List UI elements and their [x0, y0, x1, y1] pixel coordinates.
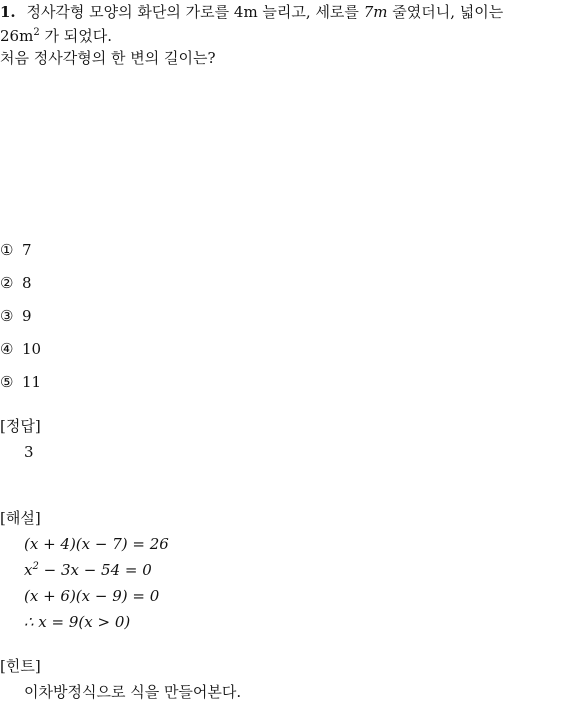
- explanation-line-1: (x + 4)(x − 7) = 26: [24, 535, 169, 553]
- explanation-line-2-var: x: [24, 561, 33, 579]
- question-text-1-end: 줄였더니, 넓이는: [392, 3, 504, 21]
- question-line-1: [0, 2, 503, 22]
- choice-3-label: 9: [22, 307, 32, 325]
- choice-2: [0, 273, 32, 293]
- choice-3-mark: ③: [0, 307, 14, 325]
- question-math-7m: 7m: [363, 3, 388, 21]
- area-exponent: 2: [33, 27, 40, 38]
- choice-4-mark: ④: [0, 340, 14, 358]
- explanation-line-2: [24, 560, 152, 580]
- choice-2-label: 8: [22, 274, 32, 292]
- choice-1: [0, 240, 32, 260]
- hint-text: 이차방정식으로 식을 만들어본다.: [24, 683, 242, 701]
- hint-title: [힌트]: [0, 657, 41, 675]
- choice-4: [0, 339, 41, 359]
- choice-5-mark: ⑤: [0, 373, 14, 391]
- question-text-1: 정사각형 모양의 화단의 가로를 4m 늘리고, 세로를: [26, 3, 359, 21]
- choice-5-label: 11: [22, 373, 42, 391]
- explanation-line-2-exponent: 2: [32, 561, 39, 572]
- choice-5: [0, 372, 41, 392]
- explanation-line-4: ∴ x = 9(x > 0): [24, 613, 131, 631]
- choice-2-mark: ②: [0, 274, 14, 292]
- question-line-2: [0, 26, 112, 46]
- question-text-2: 가 되었다.: [44, 27, 112, 45]
- question-line-3: [0, 48, 216, 68]
- choice-1-label: 7: [22, 241, 32, 259]
- answer-title: [정답]: [0, 417, 41, 435]
- choice-1-mark: ①: [0, 241, 14, 259]
- area-value: 26m: [0, 27, 34, 45]
- choice-3: [0, 306, 32, 326]
- question-number: 1.: [0, 3, 16, 21]
- answer-value: 3: [24, 443, 34, 461]
- question-text-3: 처음 정사각형의 한 변의 길이는?: [0, 49, 216, 67]
- explanation-title: [해설]: [0, 509, 41, 527]
- explanation-line-2-rest: − 3x − 54 = 0: [38, 561, 152, 579]
- explanation-line-3: (x + 6)(x − 9) = 0: [24, 587, 160, 605]
- choice-4-label: 10: [22, 340, 42, 358]
